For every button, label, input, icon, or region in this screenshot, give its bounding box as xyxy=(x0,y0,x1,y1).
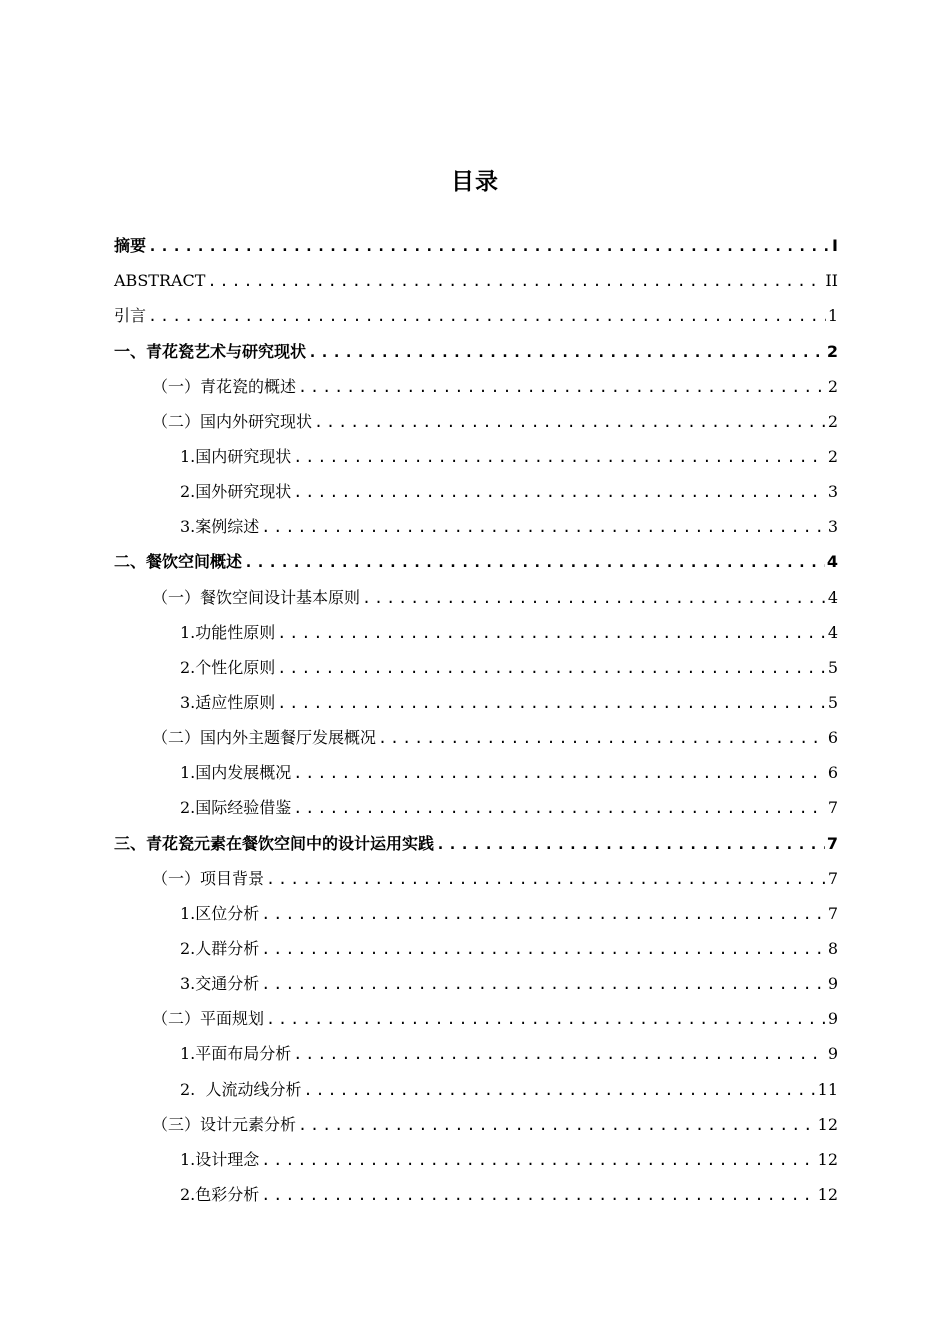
toc-entry-label: 3.适应性原则 xyxy=(180,692,276,712)
toc-entry[interactable] xyxy=(114,859,838,894)
toc-entry-label: 引言 xyxy=(114,306,147,326)
toc-entry-page-number: 7 xyxy=(827,868,838,888)
toc-dot-leader xyxy=(266,1009,826,1029)
toc-entry[interactable] xyxy=(114,823,838,858)
toc-entry-page-number: 7 xyxy=(826,833,838,853)
toc-dot-leader xyxy=(277,658,826,678)
toc-entry-label: 1.区位分析 xyxy=(180,903,260,923)
toc-entry-label: 摘要 xyxy=(114,236,147,256)
toc-entry[interactable] xyxy=(114,1175,838,1210)
toc-entry-label: （二）平面规划 xyxy=(152,1009,265,1029)
toc-entry-page-number: 2 xyxy=(827,376,838,396)
toc-entry-label: 1.功能性原则 xyxy=(180,622,276,642)
toc-entry[interactable] xyxy=(114,367,838,402)
toc-entry-page-number: 12 xyxy=(817,1149,838,1169)
toc-entry[interactable] xyxy=(114,613,838,648)
toc-entry[interactable] xyxy=(114,718,838,753)
toc-dot-leader xyxy=(148,236,830,256)
toc-dot-leader xyxy=(293,482,826,502)
toc-dot-leader xyxy=(378,728,826,748)
toc-entry[interactable] xyxy=(114,507,838,542)
toc-entry-label: （二）国内外主题餐厅发展概况 xyxy=(152,728,377,748)
toc-entry-label: 3.交通分析 xyxy=(180,974,260,994)
toc-entry-page-number: 9 xyxy=(827,1009,838,1029)
toc-entry-label: 二、餐饮空间概述 xyxy=(114,552,243,572)
toc-entry[interactable] xyxy=(114,648,838,683)
toc-title: 目录 xyxy=(451,169,499,195)
toc-entry[interactable] xyxy=(114,964,838,999)
toc-entry-label: ABSTRACT xyxy=(114,271,206,291)
toc-entry-label: 三、青花瓷元素在餐饮空间中的设计运用实践 xyxy=(114,833,435,853)
toc-entry-label: 3.案例综述 xyxy=(180,517,260,537)
toc-entry[interactable] xyxy=(114,753,838,788)
toc-entry[interactable] xyxy=(114,1034,838,1069)
toc-entry-label: 1.设计理念 xyxy=(180,1149,260,1169)
toc-entry-page-number: 8 xyxy=(827,938,838,958)
toc-entry-label: 1.平面布局分析 xyxy=(180,1044,292,1064)
toc-dot-leader xyxy=(207,271,823,291)
toc-entry-page-number: 9 xyxy=(827,1044,838,1064)
toc-entry-page-number: 6 xyxy=(827,763,838,783)
toc-dot-leader xyxy=(293,763,826,783)
toc-dot-leader xyxy=(293,1044,826,1064)
toc-entry-label: 2.色彩分析 xyxy=(180,1184,260,1204)
toc-entry[interactable] xyxy=(114,894,838,929)
toc-dot-leader xyxy=(148,306,826,326)
toc-dot-leader xyxy=(261,1150,815,1170)
toc-dot-leader xyxy=(277,623,826,643)
toc-entry[interactable] xyxy=(114,542,838,577)
toc-dot-leader xyxy=(244,552,825,572)
toc-entry-page-number: 2 xyxy=(827,411,838,431)
toc-entry[interactable] xyxy=(114,1069,838,1104)
toc-entry-page-number: 3 xyxy=(827,482,838,502)
toc-entry[interactable] xyxy=(114,402,838,437)
toc-entry[interactable] xyxy=(114,1105,838,1140)
toc-entry-label: （三）设计元素分析 xyxy=(152,1114,297,1134)
toc-entry-page-number: 4 xyxy=(827,587,838,607)
toc-entry-page-number: 4 xyxy=(826,552,838,572)
toc-dot-leader xyxy=(293,798,826,818)
toc-entry[interactable] xyxy=(114,788,838,823)
toc-entry[interactable] xyxy=(114,331,838,366)
toc-entry-page-number: II xyxy=(825,271,838,291)
toc-dot-leader xyxy=(261,974,826,994)
toc-entry[interactable] xyxy=(114,1140,838,1175)
toc-dot-leader xyxy=(293,447,826,467)
toc-dot-leader xyxy=(261,517,826,537)
toc-entry-page-number: 4 xyxy=(827,622,838,642)
toc-entry-page-number: 7 xyxy=(827,903,838,923)
toc-entry-label: （一）项目背景 xyxy=(152,868,265,888)
toc-entry-label: 1.国内研究现状 xyxy=(180,446,292,466)
toc-entry[interactable] xyxy=(114,261,838,296)
toc-dot-leader xyxy=(298,377,826,397)
toc-entry-page-number: I xyxy=(832,236,838,256)
toc-entry-label: 2.个性化原则 xyxy=(180,657,276,677)
toc-entry[interactable] xyxy=(114,577,838,612)
toc-dot-leader xyxy=(277,693,826,713)
toc-entry-label: （一）餐饮空间设计基本原则 xyxy=(152,587,361,607)
toc-entry-page-number: 5 xyxy=(827,657,838,677)
toc-entry[interactable] xyxy=(114,472,838,507)
toc-entry-page-number: 11 xyxy=(817,1079,838,1099)
toc-entry-page-number: 12 xyxy=(817,1184,838,1204)
toc-dot-leader xyxy=(362,588,826,608)
toc-entry[interactable] xyxy=(114,929,838,964)
toc-entry-label: 2.国际经验借鉴 xyxy=(180,798,292,818)
toc-entry-label: 一、青花瓷艺术与研究现状 xyxy=(114,341,307,361)
toc-entry-page-number: 5 xyxy=(827,692,838,712)
toc-dot-leader xyxy=(298,1115,816,1135)
toc-dot-leader xyxy=(308,342,825,362)
toc-entry-label: （一）青花瓷的概述 xyxy=(152,376,297,396)
toc-entry-page-number: 12 xyxy=(817,1114,838,1134)
toc-dot-leader xyxy=(436,834,825,854)
toc-dot-leader xyxy=(261,939,826,959)
toc-entry[interactable] xyxy=(114,437,838,472)
toc-entry[interactable] xyxy=(114,226,838,261)
toc-entry-label: 2. 人流动线分析 xyxy=(180,1079,302,1099)
toc-entry-page-number: 2 xyxy=(826,341,838,361)
toc-entry-label: 1.国内发展概况 xyxy=(180,763,292,783)
toc-entry-page-number: 1 xyxy=(827,306,838,326)
table-of-contents xyxy=(114,226,838,1210)
toc-entry-page-number: 7 xyxy=(827,798,838,818)
toc-entry[interactable] xyxy=(114,296,838,331)
toc-dot-leader xyxy=(261,1185,815,1205)
toc-dot-leader xyxy=(261,904,826,924)
toc-dot-leader xyxy=(266,869,826,889)
toc-entry[interactable] xyxy=(114,683,838,718)
toc-dot-leader xyxy=(303,1080,815,1100)
toc-entry-page-number: 3 xyxy=(827,517,838,537)
toc-entry-page-number: 2 xyxy=(827,446,838,466)
toc-dot-leader xyxy=(314,412,826,432)
toc-entry-page-number: 9 xyxy=(827,974,838,994)
toc-entry-page-number: 6 xyxy=(827,728,838,748)
toc-entry[interactable] xyxy=(114,999,838,1034)
toc-entry-label: 2.人群分析 xyxy=(180,938,260,958)
toc-entry-label: （二）国内外研究现状 xyxy=(152,411,313,431)
toc-entry-label: 2.国外研究现状 xyxy=(180,482,292,502)
